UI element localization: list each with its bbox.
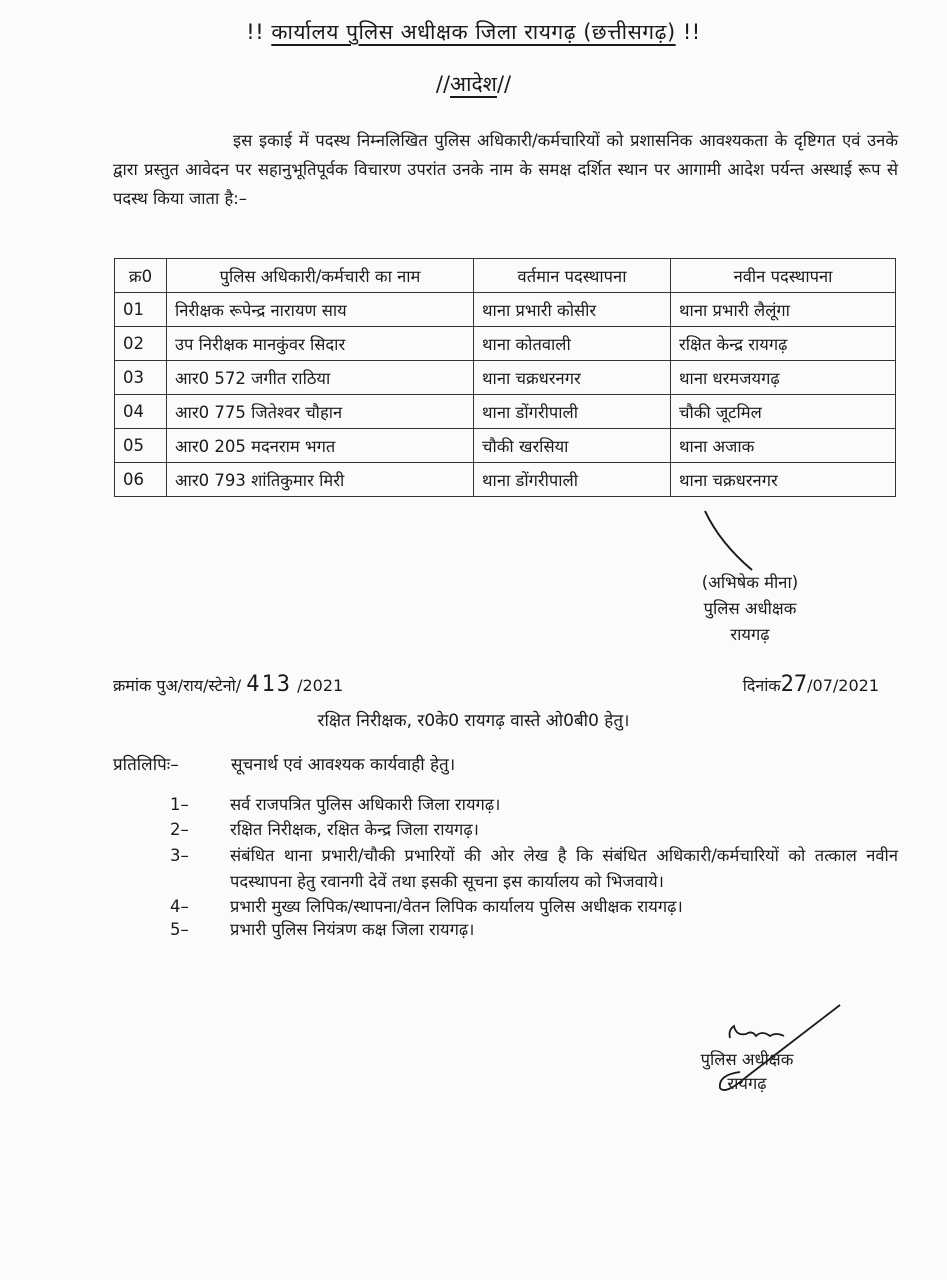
intro-paragraph: इस इकाई में पदस्थ निम्नलिखित पुलिस अधिकारी/कर्मचारियों को प्रशासनिक आवश्यकता के दृष्टिगत एवं उनके द्वारा प्रस्तुत आवेदन पर सहानुभूतिपूर्वक विचारण उपरांत उनके नाम के समक्ष दर्शित स्थान पर आगामी आदेश पर्यन्त अस्थाई रूप से पदस्थ किया जाता है:–: [113, 131, 898, 208]
cell-name: आर0 793 शांतिकुमार मिरी: [167, 463, 474, 497]
reference-year: /2021: [297, 676, 344, 695]
cell-serial: 06: [115, 463, 167, 497]
table-row: [115, 361, 896, 395]
addressee-line: रक्षित निरीक्षक, र0के0 रायगढ़ वास्ते ओ0बी0 हेतु।: [317, 711, 630, 731]
cell-current-posting: थाना डोंगरीपाली: [474, 395, 671, 429]
copy-label: प्रतिलिपिः–: [113, 755, 179, 775]
date-handwritten-day: 27: [780, 672, 808, 697]
cell-current-posting: थाना चक्रधरनगर: [474, 361, 671, 395]
endorsement-place: रायगढ़: [727, 1074, 767, 1093]
signature-stroke-1: [700, 508, 760, 578]
copy-list-item: [170, 843, 898, 895]
cell-serial: 04: [115, 395, 167, 429]
table-row: [115, 463, 896, 497]
cell-name: आर0 572 जगीत राठिया: [167, 361, 474, 395]
signatory-designation: पुलिस अधीक्षक: [703, 599, 797, 618]
item-number: 3–: [170, 846, 189, 865]
transfer-table: [114, 258, 896, 497]
cell-name: उप निरीक्षक मानकुंवर सिदार: [167, 327, 474, 361]
cell-current-posting: थाना प्रभारी कोसीर: [474, 293, 671, 327]
endorsement-signatory: [672, 1048, 822, 1096]
title-prefix: !!: [246, 20, 265, 44]
cell-serial: 01: [115, 293, 167, 327]
cell-name: निरीक्षक रूपेन्द्र नारायण साय: [167, 293, 474, 327]
table-row: [115, 395, 896, 429]
cell-new-posting: चौकी जूटमिल: [671, 395, 896, 429]
cell-current-posting: थाना डोंगरीपाली: [474, 463, 671, 497]
cell-current-posting: चौकी खरसिया: [474, 429, 671, 463]
table-row: [115, 293, 896, 327]
copy-list-item: [170, 793, 898, 816]
cell-new-posting: थाना चक्रधरनगर: [671, 463, 896, 497]
cell-name: आर0 205 मदनराम भगत: [167, 429, 474, 463]
cell-new-posting: थाना धरमजयगढ़: [671, 361, 896, 395]
order-prefix: //: [435, 72, 451, 96]
item-number: 2–: [170, 820, 189, 839]
item-text: रक्षित निरीक्षक, रक्षित केन्द्र जिला रायगढ़।: [230, 820, 479, 839]
item-number: 4–: [170, 897, 189, 916]
reference-prefix: क्रमांक पुअ/राय/स्टेनो/: [113, 676, 242, 695]
item-text: सर्व राजपत्रित पुलिस अधिकारी जिला रायगढ़।: [230, 795, 501, 814]
copy-list-item: [170, 895, 898, 918]
table-row: [115, 327, 896, 361]
item-text: संबंधित थाना प्रभारी/चौकी प्रभारियों की ओर लेख है कि संबंधित अधिकारी/कर्मचारियों को तत्काल नवीन पदस्थापना हेतु रवानगी देवें तथा इसकी सूचना इस कार्यालय को भिजवाये।: [230, 846, 898, 891]
office-title: [0, 18, 947, 46]
table-header-row: [115, 259, 896, 293]
table-row: [115, 429, 896, 463]
cell-new-posting: रक्षित केन्द्र रायगढ़: [671, 327, 896, 361]
header-current-posting: वर्तमान पदस्थापना: [474, 259, 671, 293]
endorsement-designation: पुलिस अधीक्षक: [700, 1050, 794, 1069]
signatory-place: रायगढ़: [730, 625, 770, 644]
copy-heading: [113, 752, 455, 775]
header-serial: क्र0: [115, 259, 167, 293]
cell-serial: 02: [115, 327, 167, 361]
title-suffix: !!: [682, 20, 701, 44]
date-rest: /07/2021: [807, 676, 879, 695]
cell-current-posting: थाना कोतवाली: [474, 327, 671, 361]
copy-list: [170, 793, 898, 941]
copy-purpose: सूचनार्थ एवं आवश्यक कार्यवाही हेतु।: [231, 755, 456, 775]
item-text: प्रभारी मुख्य लिपिक/स्थापना/वेतन लिपिक कार्यालय पुलिस अधीक्षक रायगढ़।: [230, 897, 683, 916]
office-title-text: कार्यालय पुलिस अधीक्षक जिला रायगढ़ (छत्तीसगढ़): [271, 20, 676, 44]
date-label: दिनांक: [742, 676, 781, 695]
copy-list-item: [170, 918, 898, 941]
order-suffix: //: [496, 72, 512, 96]
signatory-name: (अभिषेक मीना): [701, 573, 799, 592]
signatory-block: [640, 570, 860, 648]
item-text: प्रभारी पुलिस नियंत्रण कक्ष जिला रायगढ़।: [230, 920, 475, 939]
header-new-posting: नवीन पदस्थापना: [671, 259, 896, 293]
cell-new-posting: थाना प्रभारी लैलूंगा: [671, 293, 896, 327]
cell-serial: 05: [115, 429, 167, 463]
copy-list-item: [170, 818, 898, 841]
item-number: 1–: [170, 795, 189, 814]
cell-name: आर0 775 जितेश्वर चौहान: [167, 395, 474, 429]
reference-date: [743, 672, 879, 697]
cell-serial: 03: [115, 361, 167, 395]
item-number: 5–: [170, 920, 189, 939]
header-name: पुलिस अधिकारी/कर्मचारी का नाम: [167, 259, 474, 293]
reference-handwritten-number: 413: [246, 672, 292, 697]
order-word: आदेश: [450, 72, 497, 96]
cell-new-posting: थाना अजाक: [671, 429, 896, 463]
order-heading: [0, 70, 947, 98]
